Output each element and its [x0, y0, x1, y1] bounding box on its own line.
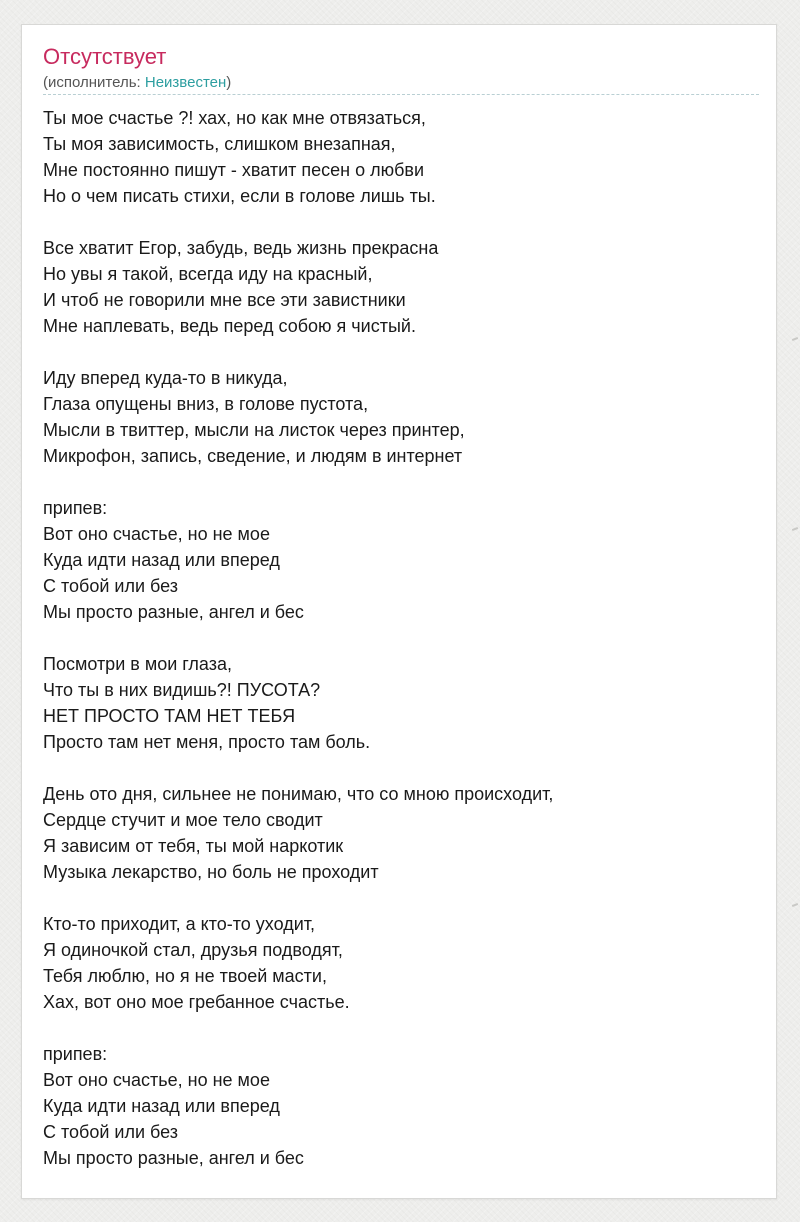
lyrics-line: Но о чем писать стихи, если в голове лишь ты.: [43, 186, 436, 206]
lyrics-stanza: [43, 105, 763, 209]
lyrics-line: Ты мое счастье ?! хах, но как мне отвязаться,: [43, 108, 426, 128]
artist-link[interactable]: Неизвестен: [144, 74, 227, 91]
lyrics-line: Но увы я такой, всегда иду на красный,: [43, 264, 373, 284]
lyrics-line: НЕТ ПРОСТО ТАМ НЕТ ТЕБЯ: [43, 706, 296, 726]
background-speck: [792, 527, 798, 531]
lyrics-card: [21, 24, 777, 1199]
artist-line: [43, 74, 231, 92]
lyrics-line: Куда идти назад или вперед: [43, 1096, 280, 1116]
lyrics-stanza: [43, 235, 763, 339]
header-divider: [43, 94, 759, 95]
lyrics-line: Ты моя зависимость, слишком внезапная,: [43, 134, 396, 154]
song-title: Отсутствует: [43, 44, 167, 69]
lyrics-stanza: [43, 911, 763, 1015]
artist-suffix: ): [226, 74, 232, 91]
lyrics-line: И чтоб не говорили мне все эти завистники: [43, 290, 406, 310]
lyrics-line: Мы просто разные, ангел и бес: [43, 1148, 304, 1168]
lyrics-line: Все хватит Егор, забудь, ведь жизнь прекрасна: [43, 238, 439, 258]
lyrics-stanza: [43, 495, 763, 625]
lyrics-line: Тебя люблю, но я не твоей масти,: [43, 966, 327, 986]
lyrics-line: День ото дня, сильнее не понимаю, что со мною происходит,: [43, 784, 554, 804]
lyrics-line: припев:: [43, 498, 108, 518]
lyrics-line: Я одиночкой стал, друзья подводят,: [43, 940, 343, 960]
lyrics-line: Вот оно счастье, но не мое: [43, 1070, 270, 1090]
lyrics-line: Мысли в твиттер, мысли на листок через принтер,: [43, 420, 465, 440]
lyrics-line: Я зависим от тебя, ты мой наркотик: [43, 836, 344, 856]
lyrics-line: Мне наплевать, ведь перед собою я чистый.: [43, 316, 416, 336]
lyrics-line: Кто-то приходит, а кто-то уходит,: [43, 914, 316, 934]
lyrics-line: Глаза опущены вниз, в голове пустота,: [43, 394, 369, 414]
background-speck: [792, 337, 798, 341]
lyrics-line: Вот оно счастье, но не мое: [43, 524, 270, 544]
lyrics-text: [43, 105, 763, 1171]
lyrics-line: припев:: [43, 1044, 108, 1064]
lyrics-line: С тобой или без: [43, 1122, 179, 1142]
lyrics-stanza: [43, 1041, 763, 1171]
lyrics-stanza: [43, 781, 763, 885]
lyrics-line: Посмотри в мои глаза,: [43, 654, 232, 674]
lyrics-stanza: [43, 365, 763, 469]
artist-prefix: (исполнитель:: [43, 74, 145, 91]
lyrics-line: Хах, вот оно мое гребанное счастье.: [43, 992, 350, 1012]
lyrics-line: Сердце стучит и мое тело сводит: [43, 810, 323, 830]
lyrics-stanza: [43, 651, 763, 755]
lyrics-line: Мне постоянно пишут - хватит песен о любви: [43, 160, 425, 180]
lyrics-line: С тобой или без: [43, 576, 179, 596]
lyrics-line: Куда идти назад или вперед: [43, 550, 280, 570]
lyrics-line: Мы просто разные, ангел и бес: [43, 602, 304, 622]
lyrics-line: Что ты в них видишь?! ПУСОТА?: [43, 680, 321, 700]
lyrics-line: Музыка лекарство, но боль не проходит: [43, 862, 379, 882]
background-speck: [792, 903, 798, 907]
lyrics-line: Микрофон, запись, сведение, и людям в интернет: [43, 446, 463, 466]
lyrics-line: Просто там нет меня, просто там боль.: [43, 732, 371, 752]
lyrics-line: Иду вперед куда-то в никуда,: [43, 368, 288, 388]
